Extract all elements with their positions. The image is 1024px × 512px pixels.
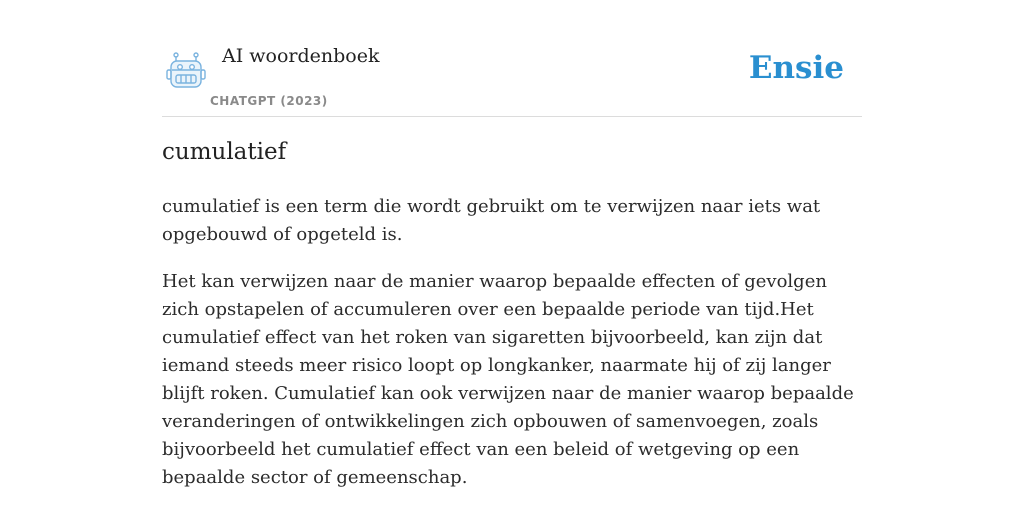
source-label: CHATGPT (2023): [210, 94, 328, 108]
dictionary-header: [162, 40, 862, 117]
entry-definition: [162, 193, 862, 511]
definition-paragraph: Het kan verwijzen naar de manier waarop bepaalde effecten of gevolgen zich opstapelen of accumuleren over een bepaalde periode van tijd.Het cumulatief effect van het roken van sigaretten bijvoorbeeld, kan zijn dat iemand steeds meer risico loopt op longkanker, naarmate hij of zij langer blijft roken. Cumulatief kan ook verwijzen naar de manier waarop bepaalde veranderingen of ontwikkelingen zich opbouwen of samenvoegen, zoals bijvoorbeeld het cumulatief effect van een beleid of wetgeving op een bepaalde sector of gemeenschap.: [162, 271, 854, 488]
ensie-logo[interactable]: Ensie: [748, 50, 844, 86]
entry-term: cumulatief: [162, 139, 287, 165]
dictionary-title: AI woordenboek: [222, 45, 380, 67]
robot-icon: [166, 52, 206, 90]
definition-paragraph: cumulatief is een term die wordt gebruikt om te verwijzen naar iets wat opgebouwd of opgeteld is.: [162, 196, 821, 245]
